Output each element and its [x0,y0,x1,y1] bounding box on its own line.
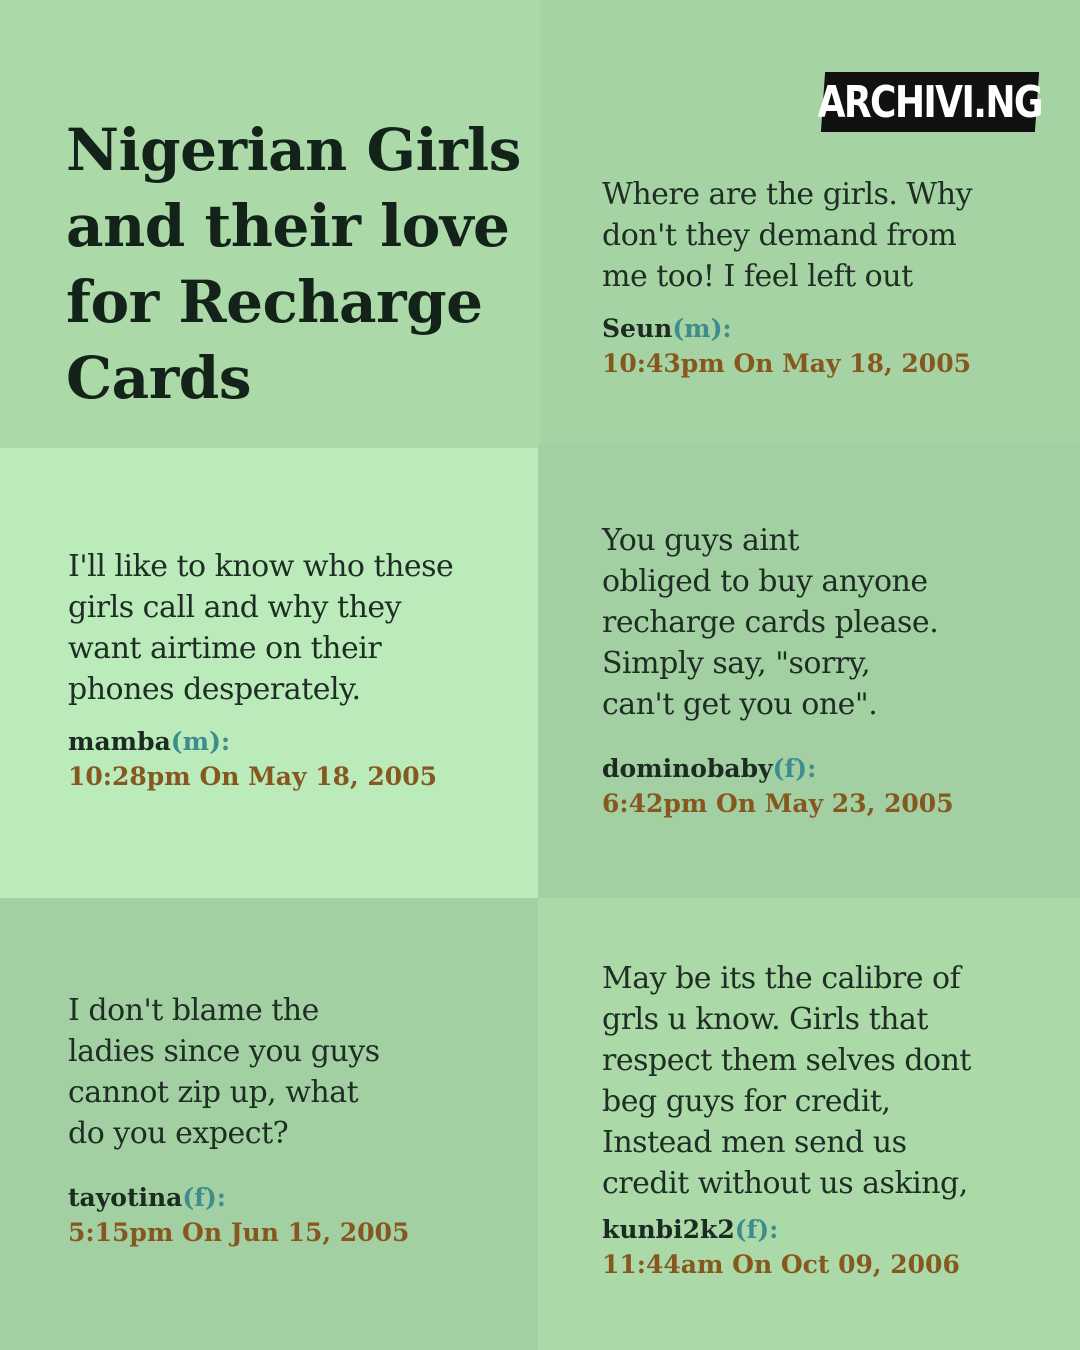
post-quote: I'll like to know who these girls call and why they want airtime on their phones desperately. [68,549,454,707]
post-timestamp: 10:43pm On May 18, 2005 [602,349,971,378]
gender-tag: (f): [734,1215,779,1244]
post-quote: Where are the girls. Why don't they demand from me too! I feel left out [602,177,973,294]
post-seun [602,174,1022,381]
post-author[interactable]: tayotina [68,1183,183,1212]
post-author[interactable]: dominobaby [602,754,773,783]
archivi-logo[interactable] [817,72,1043,132]
post-quote: You guys aint obliged to buy anyone recharge cards please. Simply say, "sorry, can't get you one". [602,523,939,722]
post-dominobaby [602,520,1022,821]
post-timestamp: 10:28pm On May 18, 2005 [68,762,437,791]
gender-tag: (f): [772,754,817,783]
page-title: Nigerian Girls and their love for Recharge Cards [66,116,521,412]
gender-tag: (f): [182,1183,227,1212]
post-meta [602,751,1022,821]
logo-text: ARCHIVI.NG [817,76,1043,128]
post-author[interactable]: kunbi2k2 [602,1215,735,1244]
post-kunbi2k2 [602,958,1042,1282]
post-mamba [68,546,488,794]
post-meta [68,724,488,794]
post-quote: May be its the calibre of grls u know. Girls that respect them selves dont beg guys for credit, Instead men send us credit without us asking, [602,961,971,1201]
gender-tag: (m): [170,727,231,756]
post-quote: I don't blame the ladies since you guys cannot zip up, what do you expect? [68,993,380,1151]
post-author[interactable]: mamba [68,727,171,756]
gender-tag: (m): [672,314,732,343]
post-timestamp: 11:44am On Oct 09, 2006 [602,1250,960,1279]
post-meta [602,1212,1042,1282]
post-meta [602,311,1022,381]
post-meta [68,1180,488,1250]
post-tayotina [68,990,488,1250]
post-timestamp: 5:15pm On Jun 15, 2005 [68,1218,410,1247]
post-author[interactable]: Seun [602,314,673,343]
post-timestamp: 6:42pm On May 23, 2005 [602,789,954,818]
